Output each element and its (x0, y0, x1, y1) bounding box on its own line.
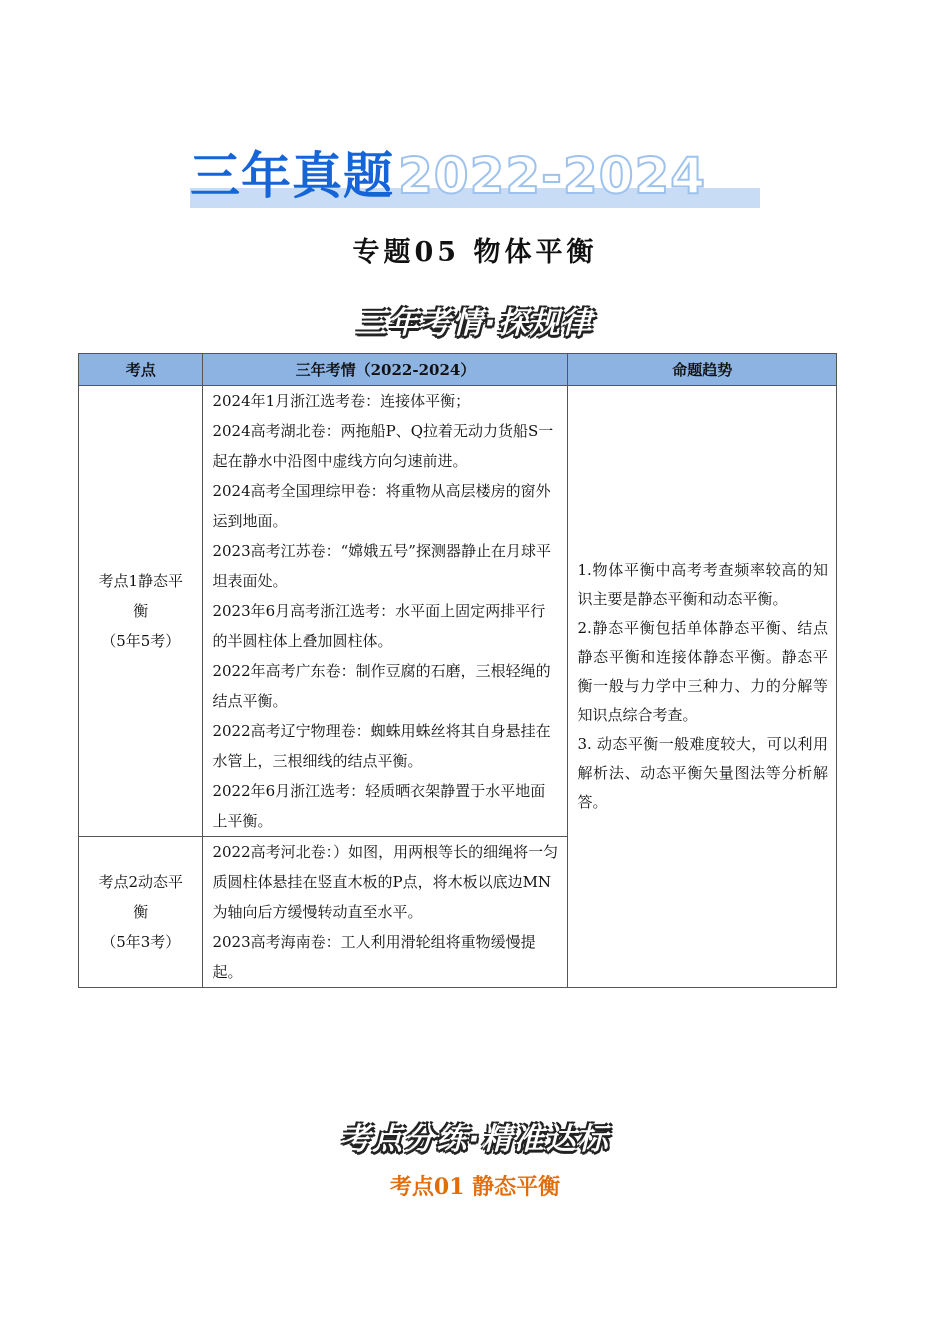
header-cell-history: 三年考情（2022-2024） (203, 354, 568, 386)
trend-paragraph: 3. 动态平衡一般难度较大，可以利用解析法、动态平衡矢量图法等分析解答。 (577, 735, 828, 811)
trend-paragraph: 2.静态平衡包括单体静态平衡、结点静态平衡和连接体静态平衡。静态平衡一般与力学中三种力、力的分解等知识点综合考查。 (577, 619, 828, 724)
category-line: 衡 (133, 602, 149, 620)
point-title: 考点01 静态平衡 (389, 1174, 561, 1200)
header-cell-trend: 命题趋势 (568, 354, 837, 386)
title-banner (190, 144, 760, 208)
section-banner-trends: 三年考情·探规律 (356, 306, 594, 341)
exam-trend-table (78, 353, 837, 988)
section-banner-practice: 考点分练·精准达标 (340, 1122, 610, 1157)
list-item: 2022年6月浙江选考：轻质晒衣架静置于水平地面上平衡。 (212, 782, 546, 830)
topic-title: 专题05 物体平衡 (352, 237, 598, 268)
category-line: （5年5考） (101, 632, 181, 650)
category-cell-dynamic (79, 837, 203, 988)
banner-text (190, 144, 760, 208)
list-item: 2022高考河北卷：）如图，用两根等长的细绳将一匀质圆柱体悬挂在竖直木板的P点，将木板以底边MN为轴向后方缓慢转动直至水平。 (212, 843, 559, 921)
header-cell-point: 考点 (79, 354, 203, 386)
banner-years: 2022-2024 (398, 147, 707, 205)
list-item: 2023高考海南卷：工人利用滑轮组将重物缓慢提起。 (212, 933, 536, 981)
category-line: （5年3考） (101, 933, 181, 951)
table-row (79, 386, 837, 837)
banner-chinese: 三年真题 (190, 147, 394, 205)
list-item: 2024年1月浙江选考卷：连接体平衡； (212, 392, 471, 410)
list-item: 2022高考辽宁物理卷：蜘蛛用蛛丝将其自身悬挂在水管上，三根细线的结点平衡。 (212, 722, 551, 770)
list-item: 2024高考湖北卷：两拖船P、Q拉着无动力货船S一起在静水中沿图中虚线方向匀速前进。 (212, 422, 554, 470)
table-header-row (79, 354, 837, 386)
trend-cell (568, 386, 837, 988)
category-line: 衡 (133, 903, 149, 921)
list-item: 2023高考江苏卷：“嫦娥五号”探测器静止在月球平坦表面处。 (212, 542, 551, 590)
trend-paragraph: 1.物体平衡中高考考查频率较高的知识主要是静态平衡和动态平衡。 (577, 561, 828, 608)
category-cell-static (79, 386, 203, 837)
category-line: 考点2动态平 (98, 873, 183, 891)
history-cell-static (203, 386, 568, 837)
list-item: 2022年高考广东卷：制作豆腐的石磨，三根轻绳的结点平衡。 (212, 662, 551, 710)
list-item: 2023年6月高考浙江选考：水平面上固定两排平行的半圆柱体上叠加圆柱体。 (212, 602, 546, 650)
list-item: 2024高考全国理综甲卷：将重物从高层楼房的窗外运到地面。 (212, 482, 551, 530)
history-cell-dynamic (203, 837, 568, 988)
category-line: 考点1静态平 (98, 572, 183, 590)
